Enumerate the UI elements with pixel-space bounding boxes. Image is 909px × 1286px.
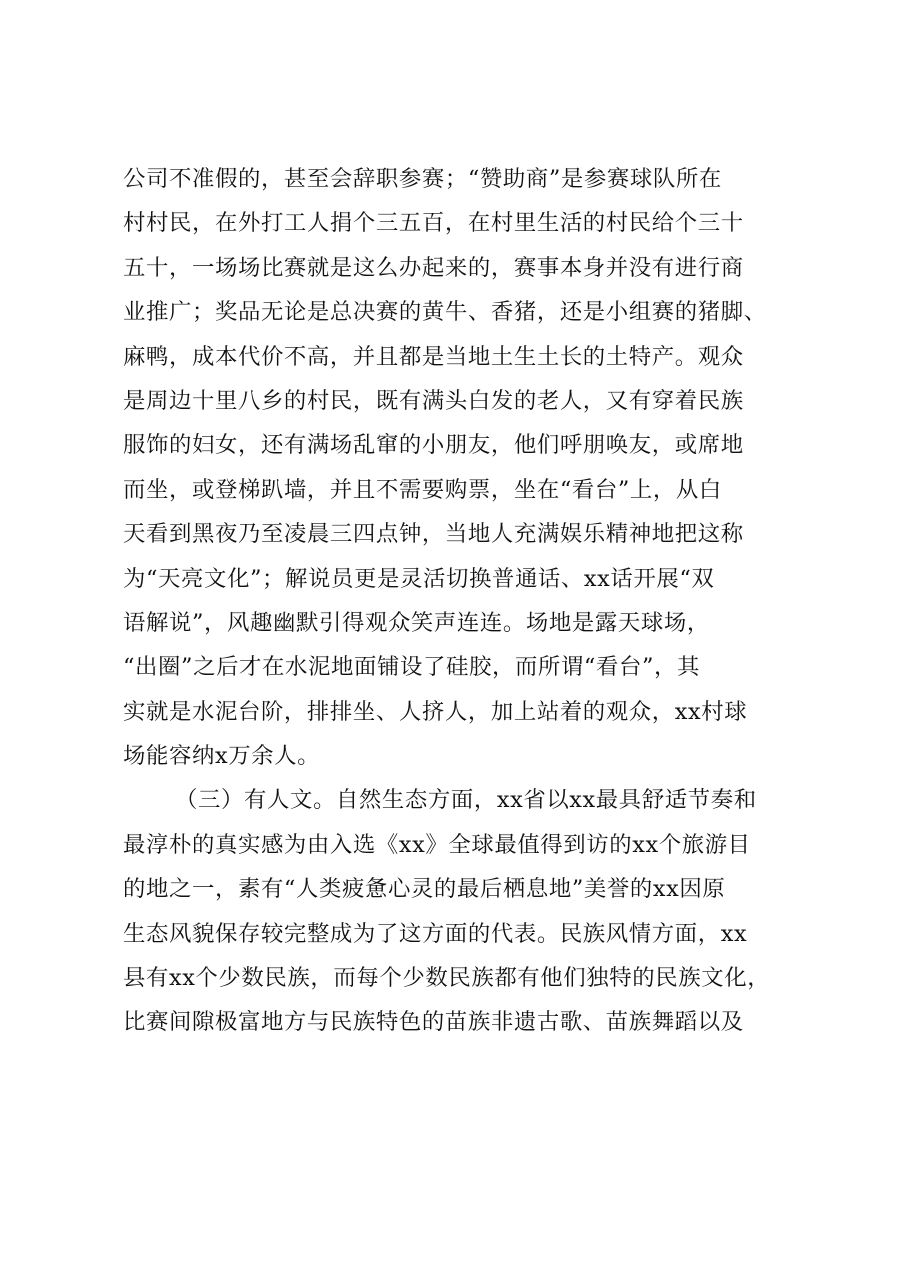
text-line-1: 公司不准假的，甚至会辞职参赛；“赞助商”是参赛球队所在: [123, 166, 722, 192]
text-line-14: 场能容纳x万余人。: [123, 743, 321, 770]
text-line-12: “出圈”之后才在水泥地面铺设了硅胶，而所谓“看台”，其: [123, 654, 700, 681]
text-line-3: 五十，一场场比赛就是这么办起来的，赛事本身并没有进行商: [123, 254, 744, 281]
text-line-9: 天看到黑夜乃至凌晨三四点钟，当地人充满娱乐精神地把这称: [123, 521, 744, 548]
text-line-18: 生态风貌保存较完整成为了这方面的代表。民族风情方面，xx: [123, 920, 748, 947]
text-line-20: 比赛间隙极富地方与民族特色的苗族非遗古歌、苗族舞蹈以及: [123, 1009, 744, 1036]
body-text: [123, 157, 823, 1045]
text-line-10: 为“天亮文化”；解说员更是灵活切换普通话、xx话开展“双: [123, 565, 715, 592]
text-line-19: 县有xx个少数民族，而每个少数民族都有他们独特的民族文化，: [123, 965, 771, 992]
text-line-17: 的地之一，素有“人类疲惫心灵的最后栖息地”美誉的xx因原: [123, 876, 726, 903]
text-line-11: 语解说”，风趣幽默引得观众笑声连连。场地是露天球场，: [123, 609, 710, 636]
text-line-5: 麻鸭，成本代价不高，并且都是当地土生土长的土特产。观众: [123, 343, 744, 370]
section-heading-line: （三）有人文。自然生态方面，xx省以xx最具舒适节奏和: [175, 787, 757, 814]
text-line-8: 而坐，或登梯趴墙，并且不需要购票，坐在“看台”上，从白: [123, 476, 722, 503]
text-line-2: 村村民，在外打工人捐个三五百，在村里生活的村民给个三十: [123, 210, 744, 237]
text-line-13: 实就是水泥台阶，排排坐、人挤人，加上站着的观众，xx村球: [123, 698, 748, 725]
text-line-7: 服饰的妇女，还有满场乱窜的小朋友，他们呼朋唤友，或席地: [123, 432, 744, 459]
text-line-6: 是周边十里八乡的村民，既有满头白发的老人，又有穿着民族: [123, 387, 744, 414]
text-line-4: 业推广；奖品无论是总决赛的黄牛、香猪，还是小组赛的猪脚、: [123, 299, 767, 326]
text-line-16: 最淳朴的真实感为由入选《xx》全球最值得到访的xx个旅游目: [123, 831, 751, 858]
